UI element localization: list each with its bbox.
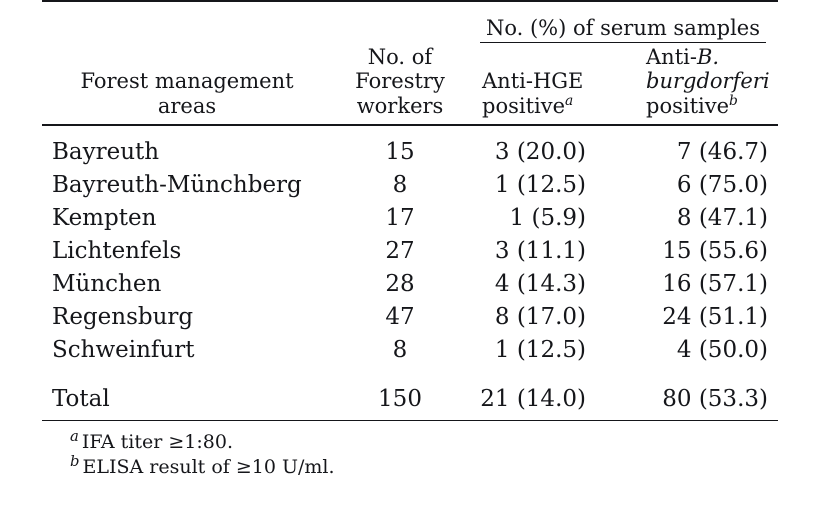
cell-area: Regensburg bbox=[52, 304, 194, 331]
cell-anti-hge: 1 (5.9) bbox=[509, 205, 586, 232]
cell-anti-burgdorferi: 6 (75.0) bbox=[676, 172, 768, 199]
header-serum-samples-group bbox=[468, 2, 778, 45]
footnote-a bbox=[70, 427, 778, 455]
cell-anti-hge: 3 (11.1) bbox=[494, 238, 586, 265]
footnotes bbox=[42, 427, 778, 480]
cell-workers: 28 bbox=[385, 271, 415, 298]
header-anti-burgdorferi bbox=[620, 45, 778, 125]
header-forestry-workers-line2: Forestry bbox=[355, 69, 445, 94]
row-spacer bbox=[42, 367, 778, 381]
header-forestry-workers bbox=[332, 2, 468, 125]
header-forestry-workers-line3: workers bbox=[356, 93, 444, 118]
cell-workers: 47 bbox=[385, 304, 415, 331]
cell-anti-hge: 1 (12.5) bbox=[494, 172, 586, 199]
header-anti-hge-line1: Anti-HGE bbox=[482, 69, 584, 94]
cell-workers: 8 bbox=[392, 337, 408, 364]
cell-anti-burgdorferi: 8 (47.1) bbox=[676, 205, 768, 232]
rule-bottom bbox=[42, 421, 778, 422]
table-row bbox=[42, 136, 778, 169]
cell-area: München bbox=[52, 271, 162, 298]
cell-workers: 17 bbox=[385, 205, 415, 232]
table-row bbox=[42, 235, 778, 268]
table-row bbox=[42, 169, 778, 202]
cell-area: Kempten bbox=[52, 205, 157, 232]
header-group-row bbox=[42, 2, 778, 45]
header-forest-areas-line2: areas bbox=[157, 93, 217, 118]
cell-area: Schweinfurt bbox=[52, 337, 195, 364]
cell-area-total: Total bbox=[52, 386, 110, 413]
table-row bbox=[42, 268, 778, 301]
table-header bbox=[42, 1, 778, 136]
footnote-b bbox=[70, 452, 778, 480]
header-forestry-workers-line1: No. of bbox=[367, 45, 433, 69]
cell-anti-burgdorferi: 16 (57.1) bbox=[662, 271, 768, 298]
header-forest-areas bbox=[42, 2, 332, 125]
cell-anti-burgdorferi: 7 (46.7) bbox=[676, 139, 768, 166]
cell-anti-burgdorferi: 24 (51.1) bbox=[662, 304, 768, 331]
table-row-total bbox=[42, 381, 778, 421]
cell-anti-burgdorferi: 15 (55.6) bbox=[662, 238, 768, 265]
cell-anti-hge: 8 (17.0) bbox=[494, 304, 586, 331]
cell-workers-total: 150 bbox=[378, 386, 422, 413]
cell-anti-burgdorferi: 4 (50.0) bbox=[676, 337, 768, 364]
table-body bbox=[42, 136, 778, 421]
table-row bbox=[42, 301, 778, 334]
cell-area: Bayreuth bbox=[52, 139, 160, 166]
header-anti-hge-footnote-mark: a bbox=[565, 92, 574, 109]
cell-area: Bayreuth-Münchberg bbox=[52, 172, 302, 199]
header-anti-hge bbox=[468, 45, 620, 125]
footnote-b-mark: b bbox=[70, 452, 80, 470]
cell-anti-hge: 4 (14.3) bbox=[494, 271, 586, 298]
cell-area: Lichtenfels bbox=[52, 238, 182, 265]
header-serum-samples-label: No. (%) of serum samples bbox=[485, 16, 761, 40]
header-anti-burgdorferi-species: burgdorferi bbox=[646, 69, 770, 94]
header-spacer bbox=[42, 126, 778, 136]
cell-anti-hge: 1 (12.5) bbox=[494, 337, 586, 364]
cell-workers: 15 bbox=[385, 139, 415, 166]
header-group-rule bbox=[480, 42, 766, 43]
header-anti-burgdorferi-footnote-mark: b bbox=[729, 92, 738, 109]
header-anti-burgdorferi-genus: B. bbox=[696, 45, 720, 69]
footnote-b-text: ELISA result of ≥10 U/ml. bbox=[82, 456, 335, 479]
cell-workers: 8 bbox=[392, 172, 408, 199]
cell-workers: 27 bbox=[385, 238, 415, 265]
cell-anti-burgdorferi-total: 80 (53.3) bbox=[662, 386, 768, 413]
cell-anti-hge-total: 21 (14.0) bbox=[480, 386, 586, 413]
header-anti-burgdorferi-line3: positive bbox=[646, 93, 730, 118]
table-row bbox=[42, 202, 778, 235]
header-anti-burgdorferi-line1: Anti- bbox=[646, 45, 697, 69]
serum-samples-table bbox=[42, 0, 778, 421]
footnote-a-mark: a bbox=[70, 427, 79, 445]
cell-anti-hge: 3 (20.0) bbox=[494, 139, 586, 166]
table-row bbox=[42, 334, 778, 367]
footnote-a-text: IFA titer ≥1:80. bbox=[81, 431, 233, 454]
header-anti-hge-line2: positive bbox=[482, 93, 566, 118]
header-forest-areas-line1: Forest management bbox=[80, 69, 294, 94]
